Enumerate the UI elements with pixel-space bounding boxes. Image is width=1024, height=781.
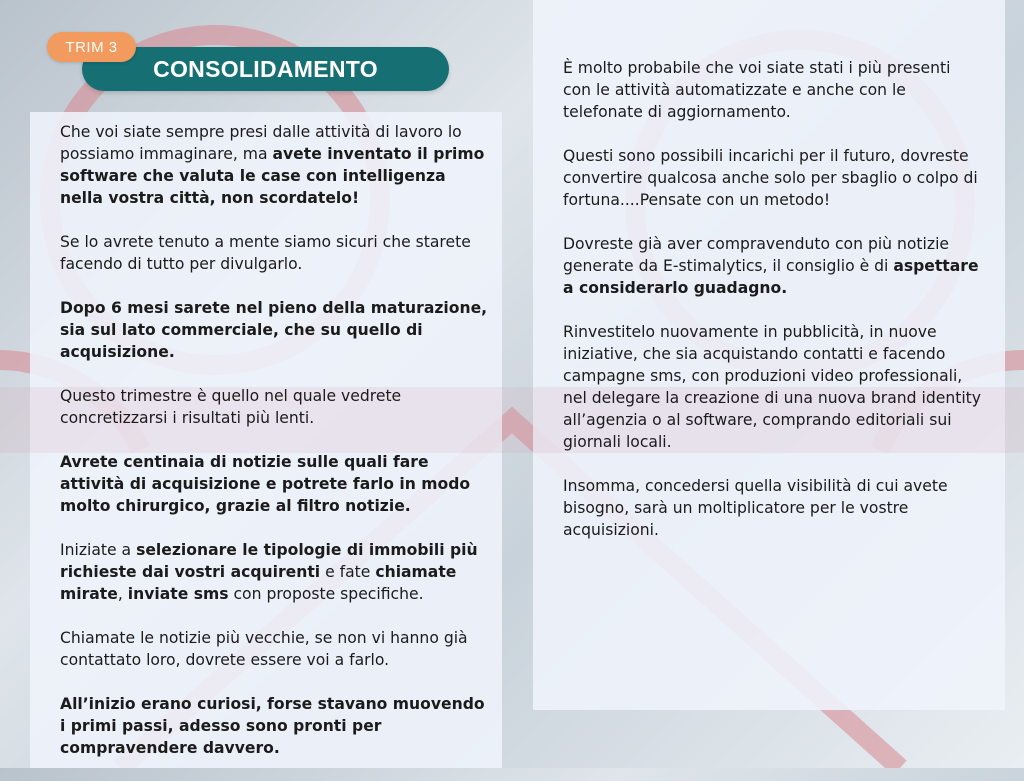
left-p6-bold-b: selezionare le tipologie di immobili più richieste dai vostri acquirenti	[60, 541, 478, 581]
left-paragraph-2: Se lo avrete tenuto a mente siamo sicuri che starete facendo di tutto per divulgarlo.	[60, 233, 471, 273]
right-p3-text: Dovreste già aver compravenduto con più notizie generate da E-stimalytics, il consiglio è di	[563, 235, 949, 275]
trimester-badge-label: TRIM 3	[65, 38, 118, 56]
left-paragraph-7: Chiamate le notizie più vecchie, se non vi hanno già contattato loro, dovrete essere voi a farlo.	[60, 629, 468, 669]
left-p6-bold-f: inviate sms	[127, 585, 229, 603]
right-paragraph-2: Questi sono possibili incarichi per il futuro, dovreste convertire qualcosa anche solo per sbaglio o colpo di fortuna....Pensate con un metodo!	[563, 147, 978, 209]
left-paragraph-6	[60, 539, 490, 605]
left-text-column	[60, 121, 490, 781]
left-p1-text: Che voi siate sempre presi dalle attività di lavoro lo possiamo immaginare, ma	[60, 123, 462, 163]
left-p6-text-a: Iniziate a	[60, 541, 137, 559]
left-paragraph-4: Questo trimestre è quello nel quale vedrete concretizzarsi i risultati più lenti.	[60, 387, 402, 427]
left-p3-bold: Dopo 6 mesi sarete nel pieno della maturazione, sia sul lato commerciale, che su quello di acquisizione.	[60, 299, 488, 361]
left-paragraph-5	[60, 451, 490, 517]
left-paragraph-8	[60, 693, 490, 759]
right-p3-bold: aspettare a considerarlo guadagno.	[563, 257, 979, 297]
left-p1-bold: avete inventato il primo software che valuta le case con intelligenza nella vostra città, non scordatelo!	[60, 145, 485, 207]
left-paragraph-3	[60, 297, 490, 363]
right-paragraph-4: Rinvestitelo nuovamente in pubblicità, in nuove iniziative, che sia acquistando contatti e facendo campagne sms, con produzioni video professionali, nel delegare la creazione di una nuova brand identity all’agenzia o al software, comprando editoriali sui giornali locali.	[563, 323, 982, 451]
left-p6-text-e: ,	[117, 585, 128, 603]
right-paragraph-5: Insomma, concedersi quella visibilità di cui avete bisogno, sarà un moltiplicatore per le vostre acquisizioni.	[563, 477, 948, 539]
left-p5-bold: Avrete centinaia di notizie sulle quali fare attività di acquisizione e potrete farlo in modo molto chirurgico, grazie al filtro notizie.	[60, 453, 471, 515]
left-p8-bold: All’inizio erano curiosi, forse stavano muovendo i primi passi, adesso sono pronti per compravendere davvero.	[60, 695, 485, 757]
right-text-column	[563, 57, 983, 563]
left-p6-bold-d: chiamate mirate	[60, 563, 457, 603]
right-paragraph-1: È molto probabile che voi siate stati i più presenti con le attività automatizzate e anche con le telefonate di aggiornamento.	[563, 59, 951, 121]
trimester-badge	[47, 32, 136, 62]
title-banner	[82, 47, 449, 91]
left-paragraph-1	[60, 121, 490, 209]
right-paragraph-3	[563, 233, 983, 299]
page-title: CONSOLIDAMENTO	[153, 55, 378, 82]
left-p6-text-g: con proposte specifiche.	[228, 585, 424, 603]
left-p6-text-c: e fate	[320, 563, 376, 581]
